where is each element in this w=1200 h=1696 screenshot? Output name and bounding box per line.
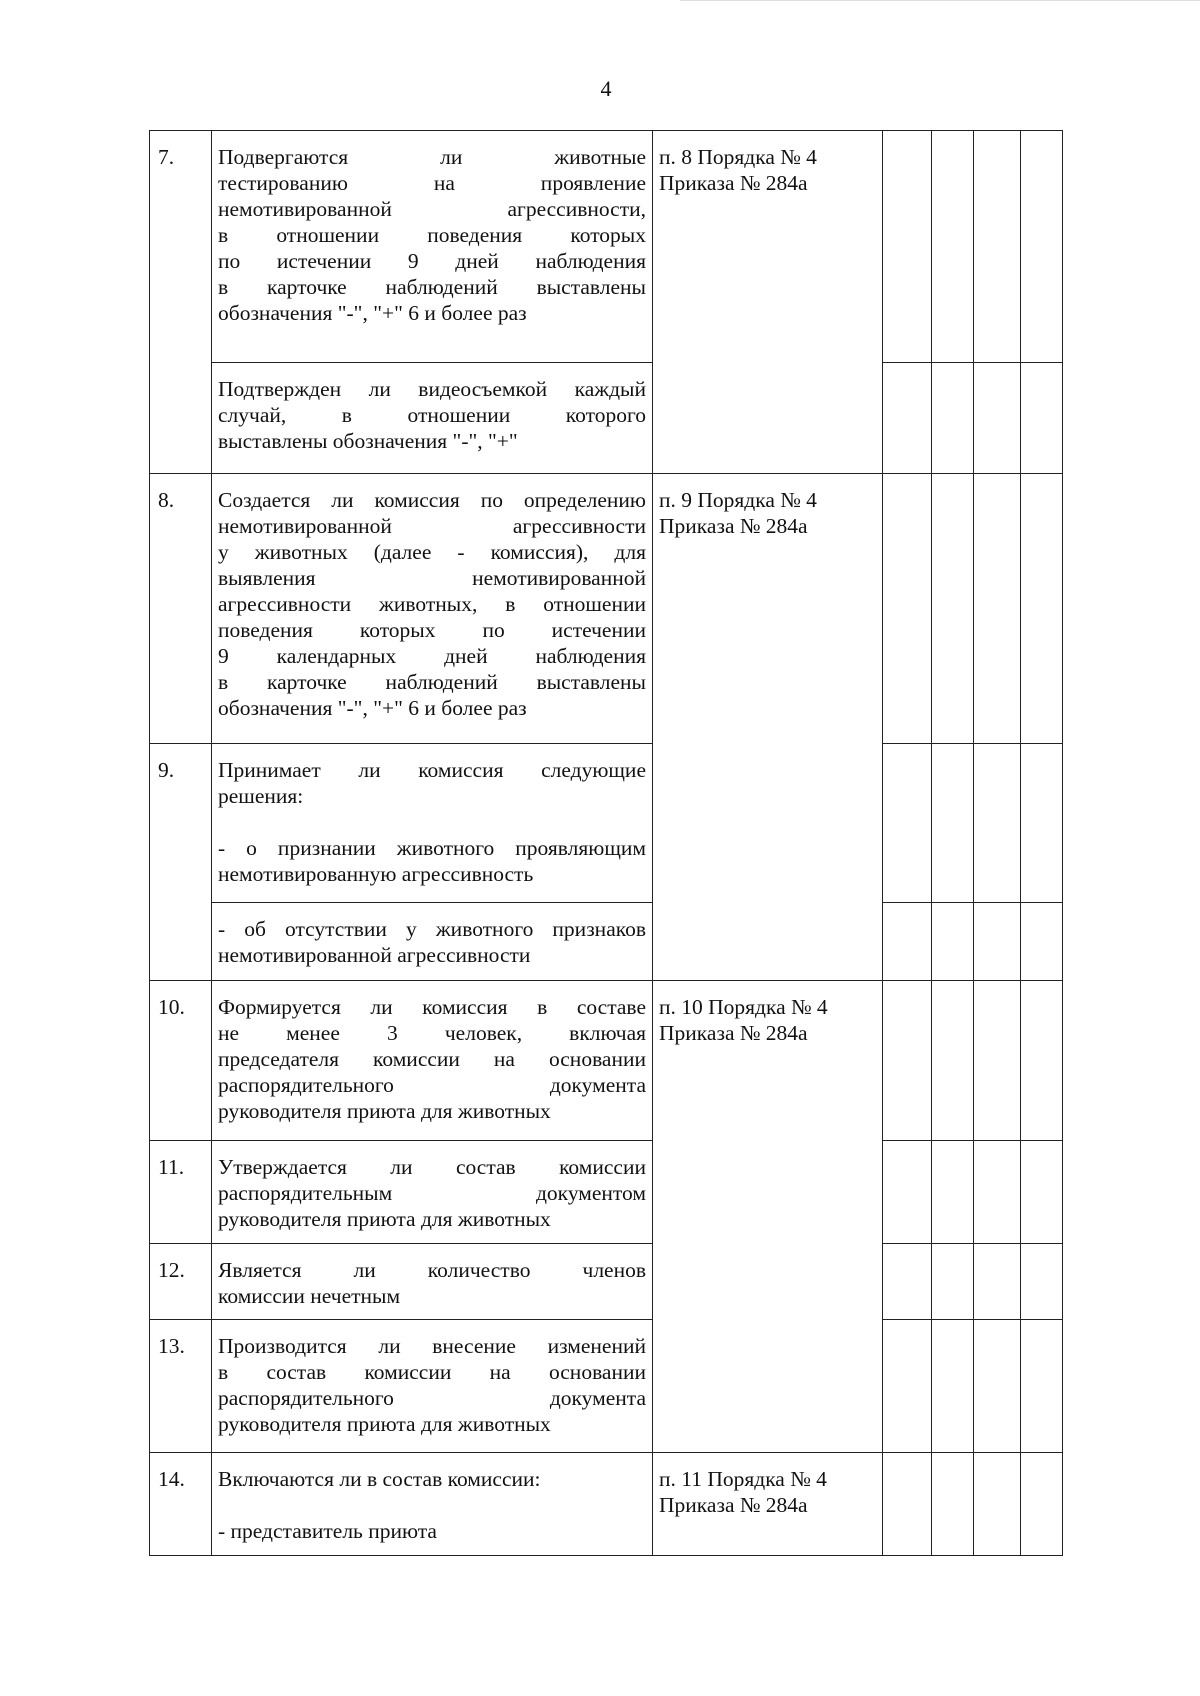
table-row <box>150 1244 1063 1320</box>
table-row <box>150 1141 1063 1244</box>
table-row <box>150 1320 1063 1453</box>
answer-cell-note[interactable] <box>1021 474 1063 744</box>
table-row <box>150 1453 1063 1556</box>
answer-cell-yes[interactable] <box>883 363 932 474</box>
table-row <box>150 474 1063 744</box>
question-cell: Включаются ли в состав комиссии: - представитель приюта <box>212 1453 653 1556</box>
answer-cell-yes[interactable] <box>883 474 932 744</box>
answer-cell-no[interactable] <box>932 1453 974 1556</box>
row-number: 7. <box>150 131 212 474</box>
answer-cell-na[interactable] <box>974 1141 1021 1244</box>
row-number: 10. <box>150 981 212 1141</box>
answer-cell-no[interactable] <box>932 1141 974 1244</box>
question-cell: Принимает ли комиссия следующие решения: - о признании животного проявляющим немотивированную агрессивность <box>212 744 653 903</box>
row-number: 11. <box>150 1141 212 1244</box>
answer-cell-na[interactable] <box>974 1453 1021 1556</box>
answer-cell-yes[interactable] <box>883 1320 932 1453</box>
question-cell: Утверждается ли состав комиссии распорядительным документом руководителя приюта для животных <box>212 1141 653 1244</box>
row-number: 14. <box>150 1453 212 1556</box>
question-cell: Подтвержден ли видеосъемкой каждый случай, в отношении которого выставлены обозначения "-", "+" <box>212 363 653 474</box>
answer-cell-no[interactable] <box>932 981 974 1141</box>
row-number: 9. <box>150 744 212 981</box>
answer-cell-yes[interactable] <box>883 131 932 363</box>
answer-cell-yes[interactable] <box>883 981 932 1141</box>
checklist-table <box>149 130 1063 1556</box>
answer-cell-no[interactable] <box>932 474 974 744</box>
question-cell: - об отсутствии у животного признаков немотивированной агрессивности <box>212 903 653 981</box>
answer-cell-yes[interactable] <box>883 903 932 981</box>
reference-cell: п. 10 Порядка № 4 Приказа № 284а <box>653 981 883 1453</box>
answer-cell-no[interactable] <box>932 131 974 363</box>
answer-cell-na[interactable] <box>974 744 1021 903</box>
answer-cell-no[interactable] <box>932 363 974 474</box>
table-row <box>150 981 1063 1141</box>
reference-cell: п. 9 Порядка № 4 Приказа № 284а <box>653 474 883 981</box>
answer-cell-note[interactable] <box>1021 981 1063 1141</box>
table-row <box>150 903 1063 981</box>
answer-cell-no[interactable] <box>932 744 974 903</box>
answer-cell-note[interactable] <box>1021 1320 1063 1453</box>
scan-edge-mark <box>680 0 1200 3</box>
answer-cell-no[interactable] <box>932 903 974 981</box>
table-row <box>150 744 1063 903</box>
answer-cell-note[interactable] <box>1021 363 1063 474</box>
answer-cell-na[interactable] <box>974 1244 1021 1320</box>
answer-cell-note[interactable] <box>1021 1141 1063 1244</box>
answer-cell-note[interactable] <box>1021 1453 1063 1556</box>
answer-cell-note[interactable] <box>1021 903 1063 981</box>
answer-cell-note[interactable] <box>1021 744 1063 903</box>
question-cell: Создается ли комиссия по определению немотивированной агрессивности у животных (далее - комиссия), для выявления немотивированной агрессивности животных, в отношении поведения которых по истечении 9 календарных дней наблюдения в карточке наблюдений выставлены обозначения "-", "+" 6 и более раз <box>212 474 653 744</box>
question-cell: Производится ли внесение изменений в состав комиссии на основании распорядительного документа руководителя приюта для животных <box>212 1320 653 1453</box>
answer-cell-na[interactable] <box>974 474 1021 744</box>
question-cell: Формируется ли комиссия в составе не менее 3 человек, включая председателя комиссии на основании распорядительного документа руководителя приюта для животных <box>212 981 653 1141</box>
row-number: 8. <box>150 474 212 744</box>
table-row <box>150 131 1063 363</box>
row-number: 12. <box>150 1244 212 1320</box>
answer-cell-no[interactable] <box>932 1244 974 1320</box>
row-number: 13. <box>150 1320 212 1453</box>
reference-cell: п. 11 Порядка № 4 Приказа № 284а <box>653 1453 883 1556</box>
answer-cell-na[interactable] <box>974 131 1021 363</box>
answer-cell-yes[interactable] <box>883 744 932 903</box>
page-number: 4 <box>600 76 612 101</box>
answer-cell-na[interactable] <box>974 363 1021 474</box>
answer-cell-note[interactable] <box>1021 131 1063 363</box>
question-cell: Подвергаются ли животные тестированию на проявление немотивированной агрессивности, в отношении поведения которых по истечении 9 дней наблюдения в карточке наблюдений выставлены обозначения "-", "+" 6 и более раз <box>212 131 653 363</box>
answer-cell-yes[interactable] <box>883 1244 932 1320</box>
answer-cell-na[interactable] <box>974 1320 1021 1453</box>
answer-cell-yes[interactable] <box>883 1453 932 1556</box>
question-cell: Является ли количество членов комиссии нечетным <box>212 1244 653 1320</box>
reference-cell: п. 8 Порядка № 4 Приказа № 284а <box>653 131 883 474</box>
answer-cell-na[interactable] <box>974 903 1021 981</box>
answer-cell-yes[interactable] <box>883 1141 932 1244</box>
table-row <box>150 363 1063 474</box>
answer-cell-no[interactable] <box>932 1320 974 1453</box>
answer-cell-note[interactable] <box>1021 1244 1063 1320</box>
answer-cell-na[interactable] <box>974 981 1021 1141</box>
